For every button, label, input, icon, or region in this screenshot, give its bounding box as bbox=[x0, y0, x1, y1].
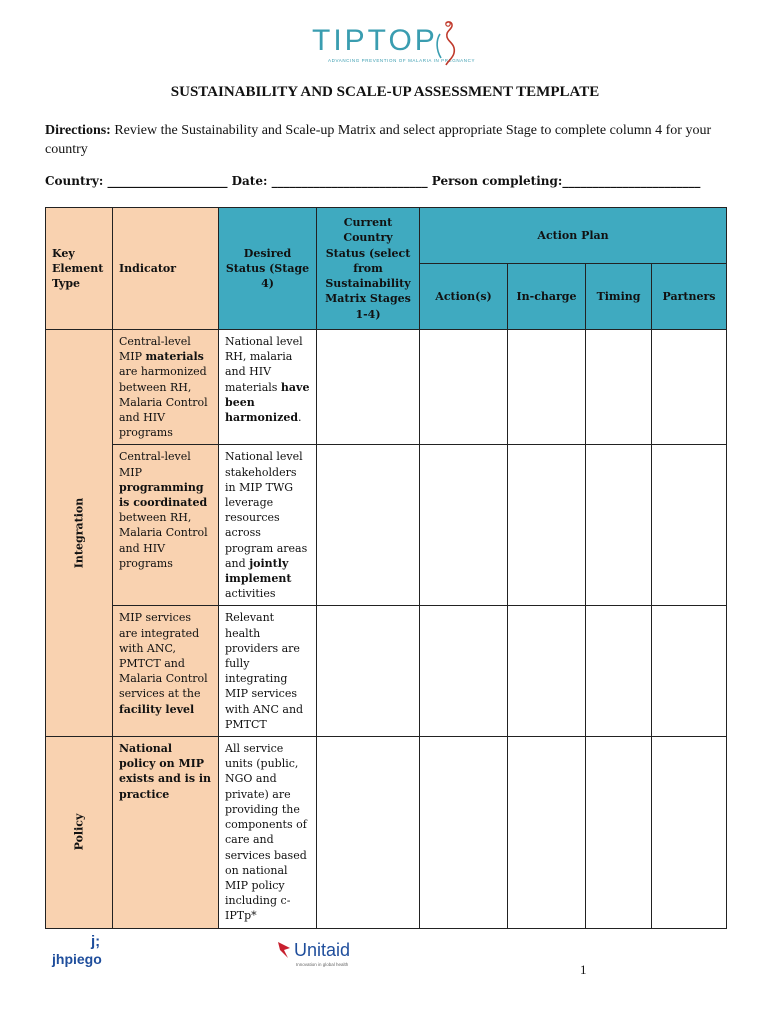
header-key-element-type: Key Element Type bbox=[46, 208, 113, 330]
table-row bbox=[46, 606, 727, 737]
desired-status-cell-text: All service units (public, NGO and private) are providing the components of care and services based on national MIP policy including c-IPTp* bbox=[225, 742, 307, 923]
jhpiego-wordmark: jhpiego bbox=[52, 951, 102, 967]
logo-text: TIPTOP bbox=[312, 24, 438, 57]
desired-status-cell-text: . bbox=[298, 411, 302, 425]
header-desired-status: Desired Status (Stage 4) bbox=[219, 208, 317, 330]
desired-status-cell-text: activities bbox=[225, 587, 276, 601]
partners-input[interactable] bbox=[652, 606, 727, 737]
desired-status-cell bbox=[219, 737, 317, 928]
unitaid-wordmark: Unitaid bbox=[294, 940, 351, 960]
desired-status-cell-text: jointly implement bbox=[225, 556, 292, 586]
indicator-cell bbox=[113, 737, 219, 928]
directions-label: Directions: bbox=[45, 123, 111, 138]
assessment-table bbox=[45, 207, 727, 929]
timing-input[interactable] bbox=[586, 330, 652, 445]
header-timing: Timing bbox=[586, 264, 652, 330]
header-partners: Partners bbox=[652, 264, 727, 330]
key-element-type-label: Policy bbox=[72, 813, 86, 851]
indicator-cell-text: programming is coordinated bbox=[119, 480, 208, 510]
logo-tagline: ADVANCING PREVENTION OF MALARIA IN PREGNANCY bbox=[328, 58, 476, 63]
unitaid-tagline: Innovation in global health bbox=[296, 962, 349, 967]
key-element-type-cell bbox=[46, 330, 113, 737]
table-body bbox=[46, 330, 727, 929]
current-status-input[interactable] bbox=[317, 737, 420, 928]
indicator-cell-text: MIP services are integrated with ANC, PMTCT and Malaria Control services at the bbox=[119, 611, 208, 701]
timing-input[interactable] bbox=[586, 737, 652, 928]
indicator-cell-text: are harmonized between RH, Malaria Control and HIV programs bbox=[119, 365, 208, 440]
header-action-plan: Action Plan bbox=[420, 208, 727, 264]
desired-status-cell-text: Relevant health providers are fully integrating MIP services with ANC and PMTCT bbox=[225, 611, 304, 731]
page-number: 1 bbox=[580, 962, 587, 977]
timing-input[interactable] bbox=[586, 445, 652, 606]
directions bbox=[45, 121, 735, 159]
page-title: SUSTAINABILITY AND SCALE-UP ASSESSMENT TEMPLATE bbox=[170, 84, 600, 100]
header-indicator: Indicator bbox=[113, 208, 219, 330]
desired-status-cell bbox=[219, 445, 317, 606]
table-row bbox=[46, 445, 727, 606]
indicator-cell-text: National policy on MIP exists and is in practice bbox=[119, 742, 212, 801]
jhpiego-logo bbox=[50, 930, 110, 970]
unitaid-logo bbox=[276, 938, 376, 972]
action-input[interactable] bbox=[420, 737, 508, 928]
partners-input[interactable] bbox=[652, 445, 727, 606]
table-row bbox=[46, 737, 727, 928]
desired-status-cell-text: National level RH, malaria and HIV materials bbox=[225, 335, 303, 394]
in-charge-input[interactable] bbox=[508, 737, 586, 928]
current-status-input[interactable] bbox=[317, 330, 420, 445]
in-charge-input[interactable] bbox=[508, 445, 586, 606]
in-charge-input[interactable] bbox=[508, 606, 586, 737]
desired-status-cell bbox=[219, 330, 317, 445]
action-input[interactable] bbox=[420, 606, 508, 737]
in-charge-input[interactable] bbox=[508, 330, 586, 445]
current-status-input[interactable] bbox=[317, 445, 420, 606]
unitaid-bird-icon bbox=[278, 942, 290, 958]
partners-input[interactable] bbox=[652, 737, 727, 928]
indicator-cell-text: materials bbox=[145, 350, 204, 364]
header-current-status: Current Country Status (select from Sustainability Matrix Stages 1-4) bbox=[317, 208, 420, 330]
current-status-input[interactable] bbox=[317, 606, 420, 737]
key-element-type-label: Integration bbox=[72, 497, 86, 569]
header-actions: Action(s) bbox=[420, 264, 508, 330]
indicator-cell-text: Central-level MIP bbox=[119, 450, 191, 479]
desired-status-cell-text: have been harmonized bbox=[225, 380, 310, 425]
timing-input[interactable] bbox=[586, 606, 652, 737]
indicator-cell bbox=[113, 330, 219, 445]
key-element-type-cell bbox=[46, 737, 113, 928]
indicator-cell bbox=[113, 606, 219, 737]
action-input[interactable] bbox=[420, 330, 508, 445]
indicator-cell-text: Central-level MIP bbox=[119, 335, 191, 364]
tiptop-logo bbox=[300, 18, 480, 68]
desired-status-cell-text: National level stakeholders in MIP TWG leverage resources across program areas and bbox=[225, 450, 308, 570]
form-fields-line: Country: ____________________ Date: __________________________ Person completing:_______________________ bbox=[45, 174, 701, 188]
action-input[interactable] bbox=[420, 445, 508, 606]
table-row bbox=[46, 330, 727, 445]
directions-text: Review the Sustainability and Scale-up Matrix and select appropriate Stage to complete column 4 for your country bbox=[45, 123, 712, 157]
partners-input[interactable] bbox=[652, 330, 727, 445]
indicator-cell bbox=[113, 445, 219, 606]
header-in-charge: In-charge bbox=[508, 264, 586, 330]
pregnant-woman-icon bbox=[432, 20, 462, 66]
svg-text:j;: j; bbox=[91, 933, 101, 950]
indicator-cell-text: between RH, Malaria Control and HIV programs bbox=[119, 511, 208, 570]
indicator-cell-text: facility level bbox=[119, 702, 195, 716]
desired-status-cell bbox=[219, 606, 317, 737]
